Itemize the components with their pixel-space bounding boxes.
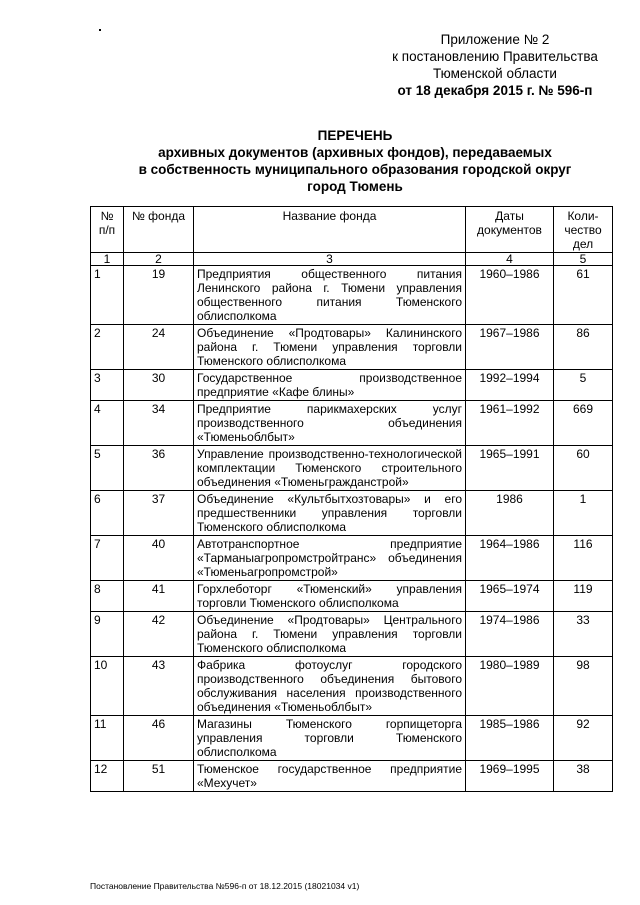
document-dates: 1964–1986 — [466, 536, 554, 581]
document-dates: 1980–1989 — [466, 657, 554, 716]
case-count: 119 — [554, 581, 613, 612]
row-number: 9 — [91, 612, 124, 657]
row-number: 3 — [91, 370, 124, 401]
row-number: 10 — [91, 657, 124, 716]
header-cases: Коли-чество дел — [554, 207, 613, 253]
case-count: 38 — [554, 761, 613, 792]
header-no: № п/п — [91, 207, 124, 253]
fund-number: 37 — [124, 491, 194, 536]
table-row — [91, 761, 613, 792]
row-number: 4 — [91, 401, 124, 446]
case-count: 669 — [554, 401, 613, 446]
fund-number: 36 — [124, 446, 194, 491]
col-number: 2 — [124, 253, 194, 266]
document-dates: 1985–1986 — [466, 716, 554, 761]
fund-number: 24 — [124, 325, 194, 370]
fund-number: 41 — [124, 581, 194, 612]
table-row — [91, 491, 613, 536]
table-row — [91, 716, 613, 761]
document-dates: 1965–1974 — [466, 581, 554, 612]
heading-title: ПЕРЕЧЕНЬ — [317, 128, 393, 143]
case-count: 98 — [554, 657, 613, 716]
table-row — [91, 370, 613, 401]
fund-number: 30 — [124, 370, 194, 401]
col-number: 1 — [91, 253, 124, 266]
fund-number: 19 — [124, 266, 194, 325]
case-count: 116 — [554, 536, 613, 581]
fund-number: 51 — [124, 761, 194, 792]
fund-name: Государственное производственное предприятие «Кафе блины» — [194, 370, 466, 401]
row-number: 11 — [91, 716, 124, 761]
column-number-row — [91, 253, 613, 266]
col-number: 3 — [194, 253, 466, 266]
fund-name: Тюменское государственное предприятие «Мехучет» — [194, 761, 466, 792]
fund-name: Предприятие парикмахерских услуг производственного объединения «Тюменьоблбыт» — [194, 401, 466, 446]
document-dates: 1986 — [466, 491, 554, 536]
heading-line-1: архивных документов (архивных фондов), передаваемых — [158, 145, 552, 160]
document-dates: 1961–1992 — [466, 401, 554, 446]
row-number: 1 — [91, 266, 124, 325]
appendix-title: Приложение № 2 — [440, 32, 550, 47]
appendix-date: от 18 декабря 2015 г. № 596-п — [397, 83, 593, 98]
appendix-ref: к постановлению Правительства — [392, 49, 598, 64]
funds-table — [90, 206, 613, 792]
header-fund: № фонда — [124, 207, 194, 253]
fund-number: 40 — [124, 536, 194, 581]
col-number: 4 — [466, 253, 554, 266]
document-dates: 1967–1986 — [466, 325, 554, 370]
fund-name: Объединение «Продтовары» Центрального района г. Тюмени управления торговли Тюменского облисполкома — [194, 612, 466, 657]
fund-name: Предприятия общественного питания Ленинского района г. Тюмени управления общественного питания Тюменского облисполкома — [194, 266, 466, 325]
fund-number: 34 — [124, 401, 194, 446]
fund-number: 42 — [124, 612, 194, 657]
fund-name: Магазины Тюменского горпищеторга управления торговли Тюменского облисполкома — [194, 716, 466, 761]
heading-line-2: в собственность муниципального образования городской округ — [138, 162, 572, 177]
case-count: 61 — [554, 266, 613, 325]
document-heading — [90, 127, 620, 195]
header-dates: Даты документов — [466, 207, 554, 253]
fund-name: Фабрика фотоуслуг городского производственного объединения бытового обслуживания населения производственного объединения «Тюменьоблбыт» — [194, 657, 466, 716]
case-count: 1 — [554, 491, 613, 536]
table-row — [91, 581, 613, 612]
heading-line-3: город Тюмень — [307, 179, 403, 194]
case-count: 5 — [554, 370, 613, 401]
appendix-block — [380, 31, 610, 99]
document-dates: 1969–1995 — [466, 761, 554, 792]
fund-name: Горхлеботорг «Тюменский» управления торговли Тюменского облисполкома — [194, 581, 466, 612]
fund-name: Автотранспортное предприятие «Тарманыагропромстройтранс» объединения «Тюменьагропромстрой» — [194, 536, 466, 581]
row-number: 2 — [91, 325, 124, 370]
col-number: 5 — [554, 253, 613, 266]
document-dates: 1974–1986 — [466, 612, 554, 657]
row-number: 6 — [91, 491, 124, 536]
document-dates: 1965–1991 — [466, 446, 554, 491]
row-number: 5 — [91, 446, 124, 491]
row-number: 7 — [91, 536, 124, 581]
fund-name: Объединение «Культбытхозтовары» и его предшественники управления торговли Тюменского облисполкома — [194, 491, 466, 536]
table-header-row — [91, 207, 613, 253]
header-name: Название фонда — [194, 207, 466, 253]
case-count: 92 — [554, 716, 613, 761]
scan-speck — [99, 29, 101, 31]
case-count: 86 — [554, 325, 613, 370]
table-row — [91, 266, 613, 325]
table-row — [91, 401, 613, 446]
case-count: 33 — [554, 612, 613, 657]
row-number: 12 — [91, 761, 124, 792]
fund-name: Объединение «Продтовары» Калининского района г. Тюмени управления торговли Тюменского облисполкома — [194, 325, 466, 370]
fund-number: 43 — [124, 657, 194, 716]
document-dates: 1992–1994 — [466, 370, 554, 401]
row-number: 8 — [91, 581, 124, 612]
table-row — [91, 612, 613, 657]
appendix-region: Тюменской области — [433, 66, 557, 81]
case-count: 60 — [554, 446, 613, 491]
fund-name: Управление производственно-технологической комплектации Тюменского строительного объединения «Тюменьгражданстрой» — [194, 446, 466, 491]
table-row — [91, 657, 613, 716]
document-dates: 1960–1986 — [466, 266, 554, 325]
page-footer: Постановление Правительства №596-п от 18.12.2015 (18021034 v1) — [90, 881, 360, 891]
table-row — [91, 536, 613, 581]
table-row — [91, 325, 613, 370]
fund-number: 46 — [124, 716, 194, 761]
table-row — [91, 446, 613, 491]
